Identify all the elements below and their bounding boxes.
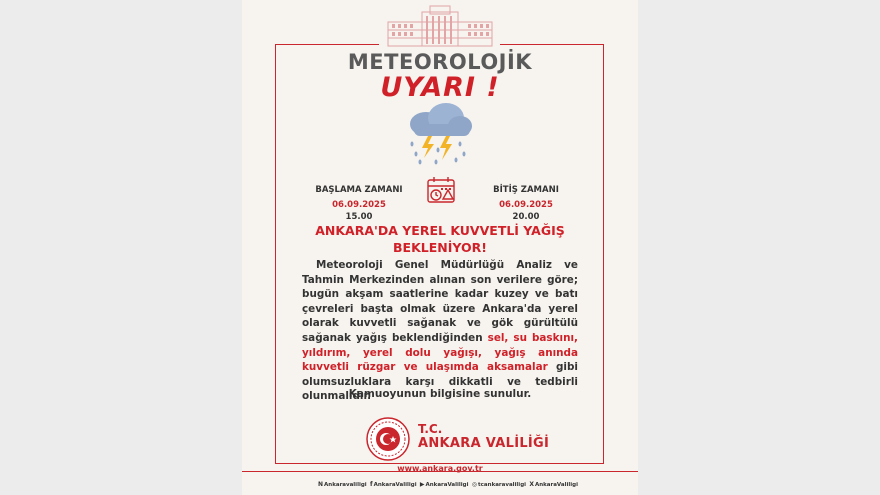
government-building-icon (384, 4, 496, 48)
end-time-label: BİTİŞ ZAMANI (493, 185, 559, 195)
end-hour: 20.00 (512, 212, 540, 222)
end-date: 06.09.2025 (499, 200, 553, 210)
announcement-body (302, 258, 578, 404)
calendar-warning-icon (426, 175, 456, 205)
storm-cloud-icon (402, 100, 476, 168)
org-line-2: ANKARA VALİLİĞİ (418, 436, 550, 451)
org-line-1: T.C. (418, 422, 443, 436)
body-text-after: gibi olumsuzluklara karşı dikkatli ve tedbirli olunmalıdır. (302, 361, 578, 403)
social-x[interactable] (529, 481, 578, 488)
social-instagram[interactable] (472, 481, 526, 488)
start-time-label: BAŞLAMA ZAMANI (315, 185, 403, 195)
headline-line-2: BEKLENİYOR! (393, 240, 487, 255)
social-nsosyal[interactable] (318, 481, 367, 488)
start-time-value (304, 200, 414, 222)
headline-line-1: ANKARA'DA YEREL KUVVETLİ YAĞIŞ (315, 223, 565, 238)
footer-divider (242, 471, 638, 472)
start-hour: 15.00 (345, 212, 373, 222)
youtube-icon: ▶ (419, 481, 425, 488)
headline (300, 222, 580, 256)
social-label: tcankaravaliligi (478, 481, 527, 488)
social-label: AnkaraValiligi (534, 481, 578, 488)
nsosyal-icon: N (318, 481, 324, 488)
social-label: AnkaraValiligi (425, 481, 469, 488)
website-link[interactable]: www.ankara.gov.tr (397, 464, 483, 473)
body-text-before: Meteoroloji Genel Müdürlüğü Analiz ve Tahmin Merkezinden alınan son verilere göre; bugün akşam saatlerine kadar kuzey ve batı çevreleri başta olmak üzere Ankara'da yerel olarak kuvvetli sağanak ve gök gürültülü sağanak yağış beklendiğinden (302, 259, 578, 344)
governorship-seal-icon (366, 417, 410, 461)
title-line-1: METEOROLOJİK (347, 50, 533, 74)
social-links (318, 481, 578, 488)
social-youtube[interactable] (420, 481, 469, 488)
social-facebook[interactable] (370, 481, 417, 488)
end-time-value (471, 200, 581, 222)
frame-top-right (500, 44, 604, 45)
x-icon: X (529, 481, 534, 488)
social-label: Ankaravaliligi (324, 481, 367, 488)
facebook-icon: f (369, 481, 373, 488)
social-label: AnkaraValiligi (373, 481, 417, 488)
info-line: Kamuoyunun bilgisine sunulur. (348, 388, 532, 400)
start-date: 06.09.2025 (332, 200, 386, 210)
frame-top-left (275, 44, 379, 45)
instagram-icon: ◎ (471, 481, 478, 488)
title-line-2: UYARI ! (380, 72, 500, 103)
body-text-highlight: sel, su baskını, yıldırım, yerel dolu yağışı, yağış anında kuvvetli rüzgar ve ulaşımda aksamalar (302, 331, 578, 374)
